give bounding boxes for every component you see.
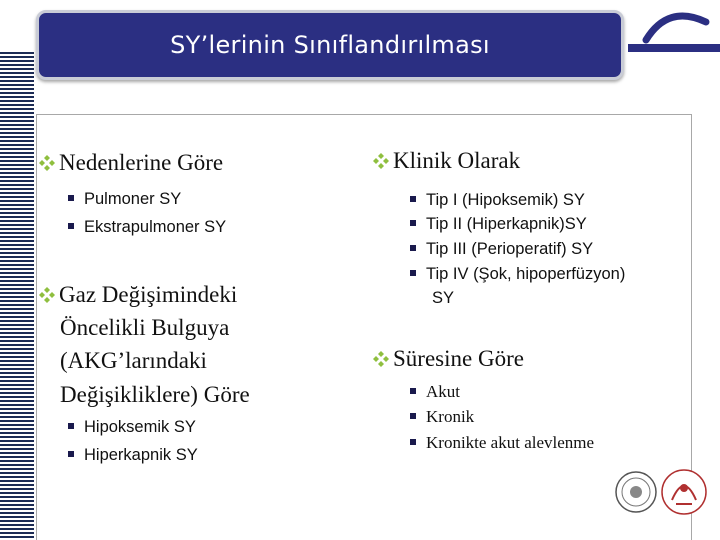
heading-suresine-gore (372, 344, 524, 374)
square-bullet-icon (68, 195, 74, 201)
diamond-bullet-icon (38, 154, 56, 172)
heading-gaz-degisimi (38, 280, 237, 310)
heading-nedenlerine-gore (38, 148, 223, 178)
square-bullet-icon (410, 388, 416, 394)
list-item (410, 404, 474, 429)
list-item-text: Tip II (Hiperkapnik)SY (426, 215, 587, 233)
list-item-text: Kronikte akut alevlenme (426, 433, 595, 452)
square-bullet-icon (410, 439, 416, 445)
diamond-bullet-icon (38, 286, 56, 304)
faculty-emblem-logo (662, 470, 706, 514)
square-bullet-icon (410, 270, 416, 276)
list-item (68, 215, 226, 240)
heading-text: Süresine Göre (393, 346, 524, 371)
list-item-text: Hipoksemik SY (84, 418, 196, 436)
university-seal-logo (616, 472, 656, 512)
corner-bar-decoration (628, 44, 720, 52)
list-item (410, 188, 585, 213)
list-item-text: Hiperkapnik SY (84, 446, 198, 464)
heading-line: Öncelikli Bulguya (60, 315, 230, 340)
list-item-text: Pulmoner SY (84, 190, 182, 208)
list-item (410, 379, 460, 404)
left-decorative-strip (0, 0, 34, 540)
list-item (410, 237, 593, 262)
list-item-text: Tip IV (Şok, hipoperfüzyon) (426, 265, 626, 283)
square-bullet-icon (68, 451, 74, 457)
heading-text: Nedenlerine Göre (59, 150, 224, 175)
page-title: SY’lerinin Sınıflandırılması (170, 31, 490, 59)
square-bullet-icon (68, 223, 74, 229)
heading-text: Klinik Olarak (393, 148, 521, 173)
heading-line: (AKG’larındaki (60, 348, 207, 373)
list-item (410, 212, 587, 237)
heading-line: Değişikliklere) Göre (60, 382, 250, 407)
diamond-bullet-icon (372, 350, 390, 368)
list-item-text: Tip I (Hipoksemik) SY (426, 191, 585, 209)
list-item (410, 430, 594, 455)
list-item-text: Ekstrapulmoner SY (84, 218, 227, 236)
square-bullet-icon (410, 413, 416, 419)
list-item (68, 187, 181, 212)
heading-text: Gaz Değişimindeki (59, 282, 238, 307)
square-bullet-icon (410, 196, 416, 202)
list-item-text: Kronik (426, 407, 475, 426)
list-item (68, 415, 196, 440)
square-bullet-icon (410, 245, 416, 251)
list-item-continuation: SY (432, 289, 455, 307)
list-item (410, 262, 625, 287)
square-bullet-icon (68, 423, 74, 429)
heading-klinik-olarak (372, 146, 520, 176)
title-box (36, 10, 624, 80)
square-bullet-icon (410, 220, 416, 226)
left-strip-top (0, 0, 34, 52)
university-logos (614, 460, 710, 524)
list-item-text: Akut (426, 382, 460, 401)
diamond-bullet-icon (372, 152, 390, 170)
list-item (68, 443, 198, 468)
list-item-text: Tip III (Perioperatif) SY (426, 240, 594, 258)
